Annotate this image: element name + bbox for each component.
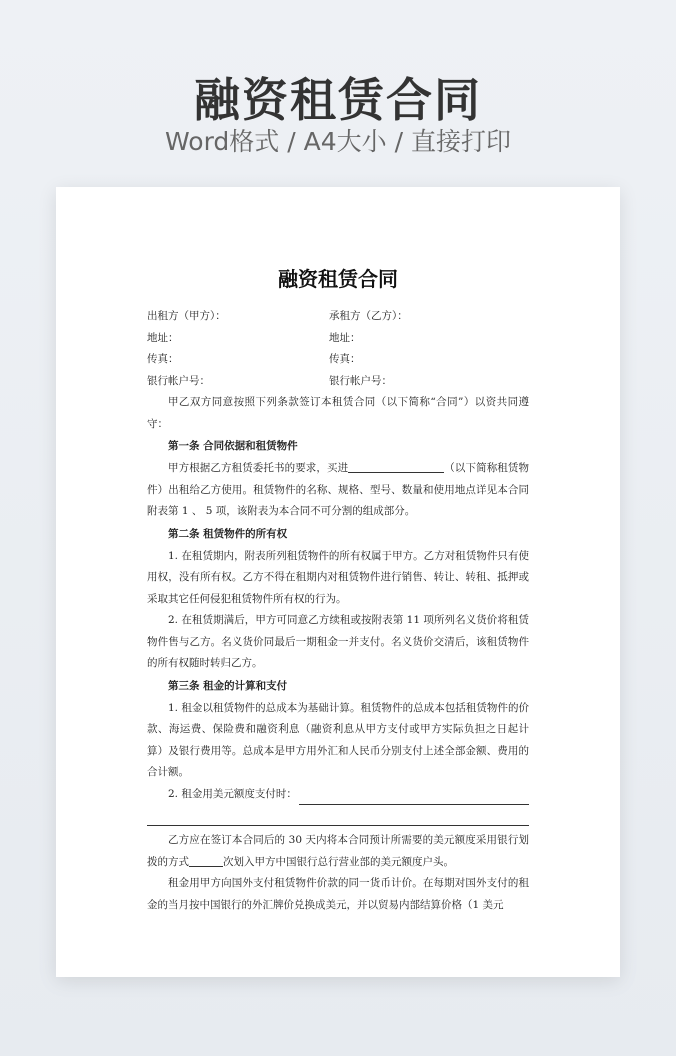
fill-blank	[348, 458, 444, 473]
banner-title: 融资租赁合同	[194, 73, 482, 127]
banner-subtitle: Word格式 / A4大小 / 直接打印	[165, 127, 511, 156]
article-2-paragraph-2: 2. 在租赁期满后，甲方可同意乙方续租或按附表第 11 项所列名义货价将租赁物件售与乙方。名义货价同最后一期租金一并支付。名义货价交清后，该租赁物件的所有权随时转归乙方。	[147, 614, 529, 669]
party-left: 传真：	[147, 353, 179, 365]
article-1-heading: 第一条 合同依据和租赁物件	[168, 440, 298, 452]
article-1-text-b: （以下简称租赁物件）出租给乙方使用。租赁物件的名称、规格、型号、数量和使用地点详见本合同附表第 1 、 5 项，该附表为本合同不可分割的组成部分。	[147, 462, 530, 517]
party-row	[147, 371, 529, 393]
document-title: 融资租赁合同	[278, 267, 398, 291]
fill-blank	[189, 852, 223, 867]
article-3-usd-line	[147, 784, 529, 806]
party-row	[147, 328, 529, 350]
article-3-heading: 第三条 租金的计算和支付	[168, 679, 288, 692]
article-2-heading: 第二条 租赁物件的所有权	[168, 527, 288, 540]
article-3-paragraph-2: 2. 租金用美元额度支付时：	[168, 787, 297, 800]
document-body	[147, 187, 529, 916]
party-right: 地址：	[329, 331, 361, 344]
party-left: 地址：	[147, 331, 179, 344]
article-3-text-b: 次划入甲方中国银行总行营业部的美元额度户头。	[223, 855, 454, 868]
party-left: 出租方（甲方）：	[147, 310, 226, 322]
party-right: 承租方（乙方）：	[329, 310, 408, 322]
article-3-paragraph-4: 租金用甲方向国外支付租赁物件价款的同一货币计价。在每期对国外支付的租金的当月按中国银行的外汇牌价兑换成美元，并以贸易内部结算价格（1 美元	[147, 877, 529, 911]
party-row	[147, 306, 529, 328]
intro-paragraph: 甲乙双方同意按照下列条款签订本租赁合同（以下简称“合同”）以资共同遵守：	[147, 396, 529, 430]
article-3-text-a: 乙方应在签订本合同后的 30 天内将本合同预计所需要的美元额度采用银行划拨的方式	[147, 834, 529, 868]
party-right: 银行帐户号：	[329, 374, 392, 387]
fill-line	[299, 789, 529, 805]
party-row	[147, 349, 529, 371]
article-1-paragraph	[147, 458, 529, 523]
article-3-paragraph-1: 1. 租金以租赁物件的总成本为基础计算。租赁物件的总成本包括租赁物件的价款、海运费、保险费和融资利息（融资利息从甲方支付或甲方实际负担之日起计算）及银行费用等。总成本是甲方用外汇和人民币分别支付上述全部金额、费用的合计额。	[147, 701, 529, 778]
fill-line-full	[147, 811, 529, 826]
article-1-text-a: 甲方根据乙方租赁委托书的要求，买进	[168, 462, 349, 474]
article-3-paragraph-3	[147, 830, 529, 873]
article-2-paragraph-1: 1. 在租赁期内，附表所列租赁物件的所有权属于甲方。乙方对租赁物件只有使用权，没有所有权。乙方不得在租期内对租赁物件进行销售、转让、转租、抵押或采取其它任何侵犯租赁物件所有权的行为。	[147, 549, 529, 605]
party-right: 传真：	[329, 353, 361, 365]
party-left: 银行帐户号：	[147, 374, 210, 387]
document-page	[56, 187, 620, 977]
